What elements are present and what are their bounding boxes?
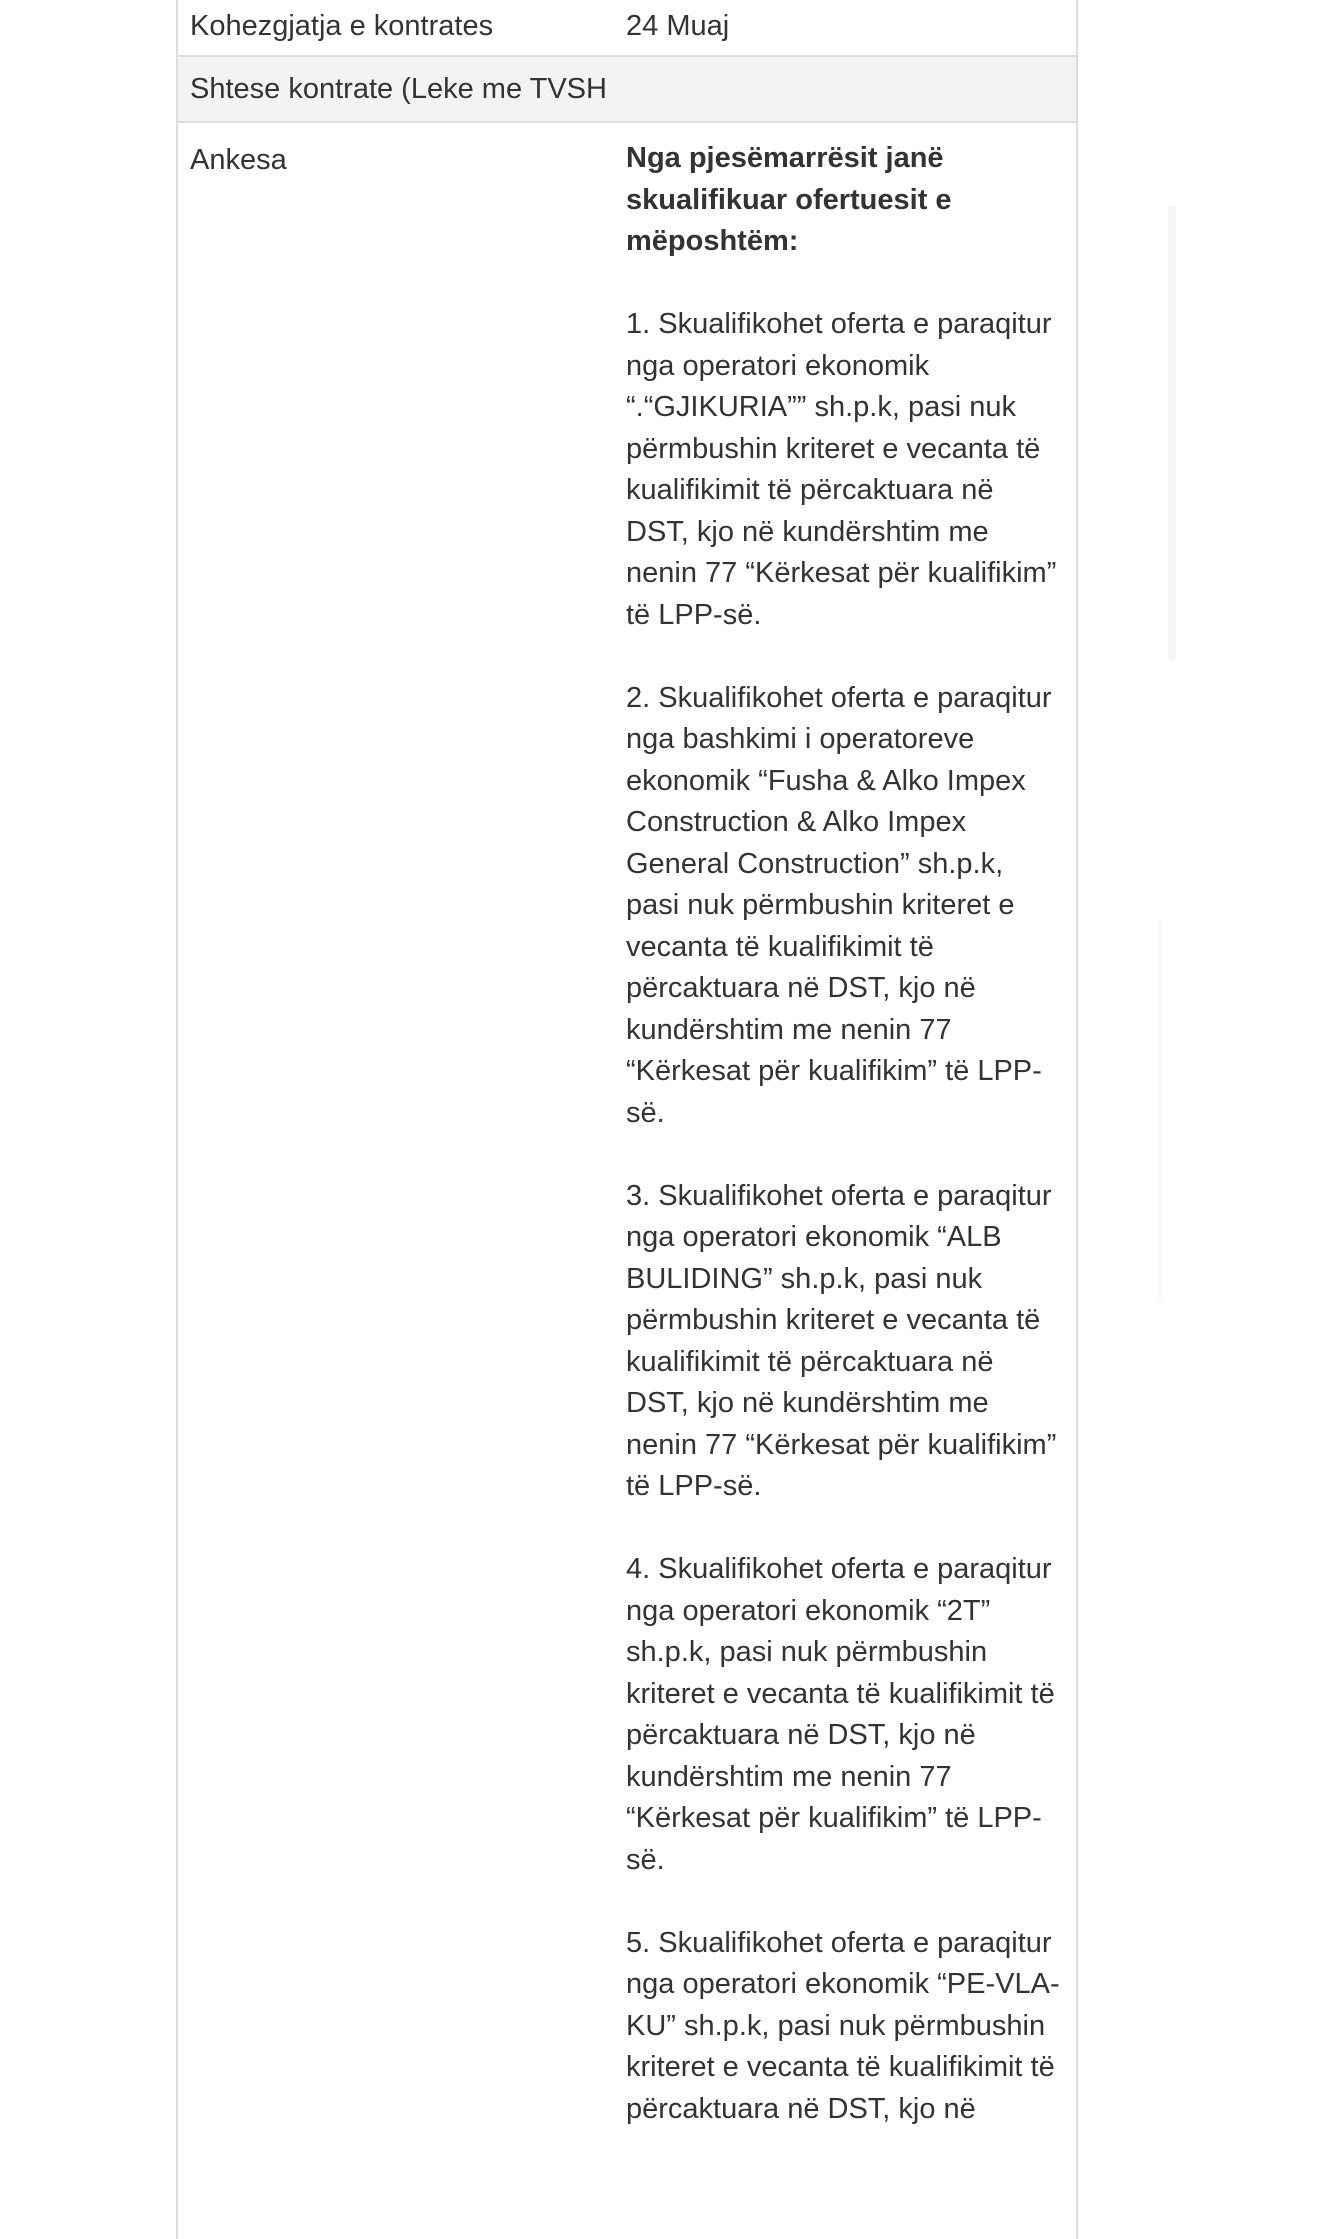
- disqualification-intro: Nga pjesëmarrësit janë skualifikuar ofertuesit e mëposhtëm:: [626, 142, 952, 257]
- tender-details-table: [176, 0, 1078, 2239]
- disqualification-item-4: 4. Skualifikohet oferta e paraqitur nga operatori ekonomik “2T” sh.p.k, pasi nuk përmbushin kriteret e vecanta të kualifikimit të përcaktuara në DST, kjo në kundërshtim me nenin 77 “Kërkesat për kualifikim” të LPP-së.: [626, 1553, 1055, 1876]
- contract-extension-label: Shtese kontrate (Leke me TVSH: [190, 73, 607, 105]
- faint-side-panel-edge: [1158, 920, 1162, 1300]
- contract-duration-label: Kohezgjatja e kontrates: [190, 10, 494, 42]
- table-row-complaint: [178, 123, 1076, 2172]
- disqualification-item-1: 1. Skualifikohet oferta e paraqitur nga operatori ekonomik “.“GJIKURIA”” sh.p.k, pasi nuk përmbushin kriteret e vecanta të kualifikimit të përcaktuara në DST, kjo në kundërshtim me nenin 77 “Kërkesat për kualifikim” të LPP-së.: [626, 308, 1057, 631]
- complaint-value: [626, 123, 1076, 2172]
- disqualification-item-2: 2. Skualifikohet oferta e paraqitur nga bashkimi i operatoreve ekonomik “Fusha & Alko Impex Construction & Alko Impex General Construction” sh.p.k, pasi nuk përmbushin kriteret e vecanta të kualifikimit të përcaktuara në DST, kjo në kundërshtim me nenin 77 “Kërkesat për kualifikim” të LPP-së.: [626, 681, 1052, 1129]
- disqualification-item-5: 5. Skualifikohet oferta e paraqitur nga operatori ekonomik “PE-VLA-KU” sh.p.k, pasi nuk përmbushin kriteret e vecanta të kualifikimit të përcaktuara në DST, kjo në: [626, 1926, 1060, 2125]
- table-row-contract-extension: [178, 57, 1076, 123]
- contract-duration-value: 24 Muaj: [626, 10, 730, 42]
- disqualification-item-3: 3. Skualifikohet oferta e paraqitur nga operatori ekonomik “ALB BULIDING” sh.p.k, pasi nuk përmbushin kriteret e vecanta të kualifikimit të përcaktuara në DST, kjo në kundërshtim me nenin 77 “Kërkesat për kualifikim” të LPP-së.: [626, 1179, 1057, 1502]
- table-row-contract-duration: [178, 0, 1076, 57]
- contract-extension-value: [626, 57, 1076, 121]
- faint-side-panel-shadow: [1168, 205, 1176, 660]
- complaint-label: Ankesa: [190, 144, 287, 176]
